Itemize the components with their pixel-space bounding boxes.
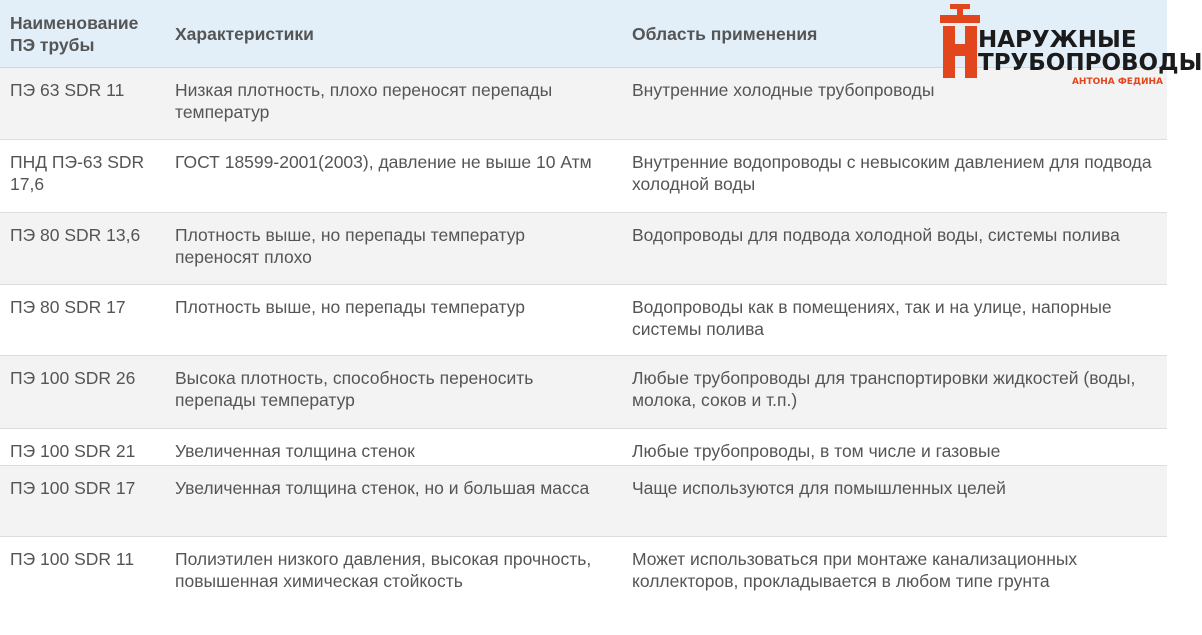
cell-characteristics: Плотность выше, но перепады температур переносят плохо <box>165 213 622 285</box>
logo-line-3: АНТОНА ФЕДИНА <box>1071 77 1163 87</box>
logo-line-2: ТРУБОПРОВОДЫ <box>978 50 1202 76</box>
cell-name: ПНД ПЭ-63 SDR 17,6 <box>0 140 165 213</box>
cell-characteristics: ГОСТ 18599-2001(2003), давление не выше 10 Атм <box>165 140 622 213</box>
table-row <box>0 429 1167 466</box>
header-characteristics: Характеристики <box>165 0 622 68</box>
table-row <box>0 140 1167 213</box>
cell-name: ПЭ 100 SDR 26 <box>0 356 165 429</box>
cell-application: Внутренние водопроводы с невысоким давлением для подвода холодной воды <box>622 140 1167 213</box>
cell-name: ПЭ 63 SDR 11 <box>0 68 165 140</box>
cell-application: Может использоваться при монтаже канализационных коллекторов, прокладывается в любом типе грунта <box>632 549 1078 591</box>
cell-characteristics: Низкая плотность, плохо переносят перепады температур <box>165 68 622 140</box>
cell-characteristics: Высока плотность, способность переносить перепады температур <box>165 356 622 429</box>
cell-application: Водопроводы для подвода холодной воды, системы полива <box>622 213 1167 285</box>
cell-application: Любые трубопроводы, в том числе и газовые <box>622 429 1167 466</box>
pipe-logo-icon <box>940 4 980 80</box>
cell-characteristics: Полиэтилен низкого давления, высокая прочность, повышенная химическая стойкость <box>175 549 592 591</box>
cell-characteristics: Увеличенная толщина стенок <box>165 429 622 466</box>
cell-application: Чаще используются для помышленных целей <box>622 466 1167 537</box>
cell-name: ПЭ 80 SDR 13,6 <box>0 213 165 285</box>
cell-application: Любые трубопроводы для транспортировки жидкостей (воды, молока, соков и т.п.) <box>622 356 1167 429</box>
table-row <box>0 285 1167 356</box>
table-row <box>0 213 1167 285</box>
header-application: Область применения <box>622 0 1167 68</box>
table-row <box>0 356 1167 429</box>
cell-application: Внутренние холодные трубопроводы <box>622 68 1167 140</box>
cell-name: ПЭ 100 SDR 11 <box>10 549 135 569</box>
cell-characteristics: Увеличенная толщина стенок, но и большая масса <box>165 466 622 537</box>
cell-name: ПЭ 100 SDR 17 <box>0 466 165 537</box>
header-name: Наименование ПЭ трубы <box>0 0 165 68</box>
logo-line-1: НАРУЖНЫЕ <box>978 27 1137 53</box>
cell-characteristics: Плотность выше, но перепады температур <box>165 285 622 356</box>
table-row <box>0 537 1167 607</box>
cell-name: ПЭ 100 SDR 21 <box>0 429 165 466</box>
table-row <box>0 466 1167 537</box>
cell-application: Водопроводы как в помещениях, так и на улице, напорные системы полива <box>622 285 1167 356</box>
watermark-logo <box>940 4 1202 90</box>
cell-name: ПЭ 80 SDR 17 <box>0 285 165 356</box>
